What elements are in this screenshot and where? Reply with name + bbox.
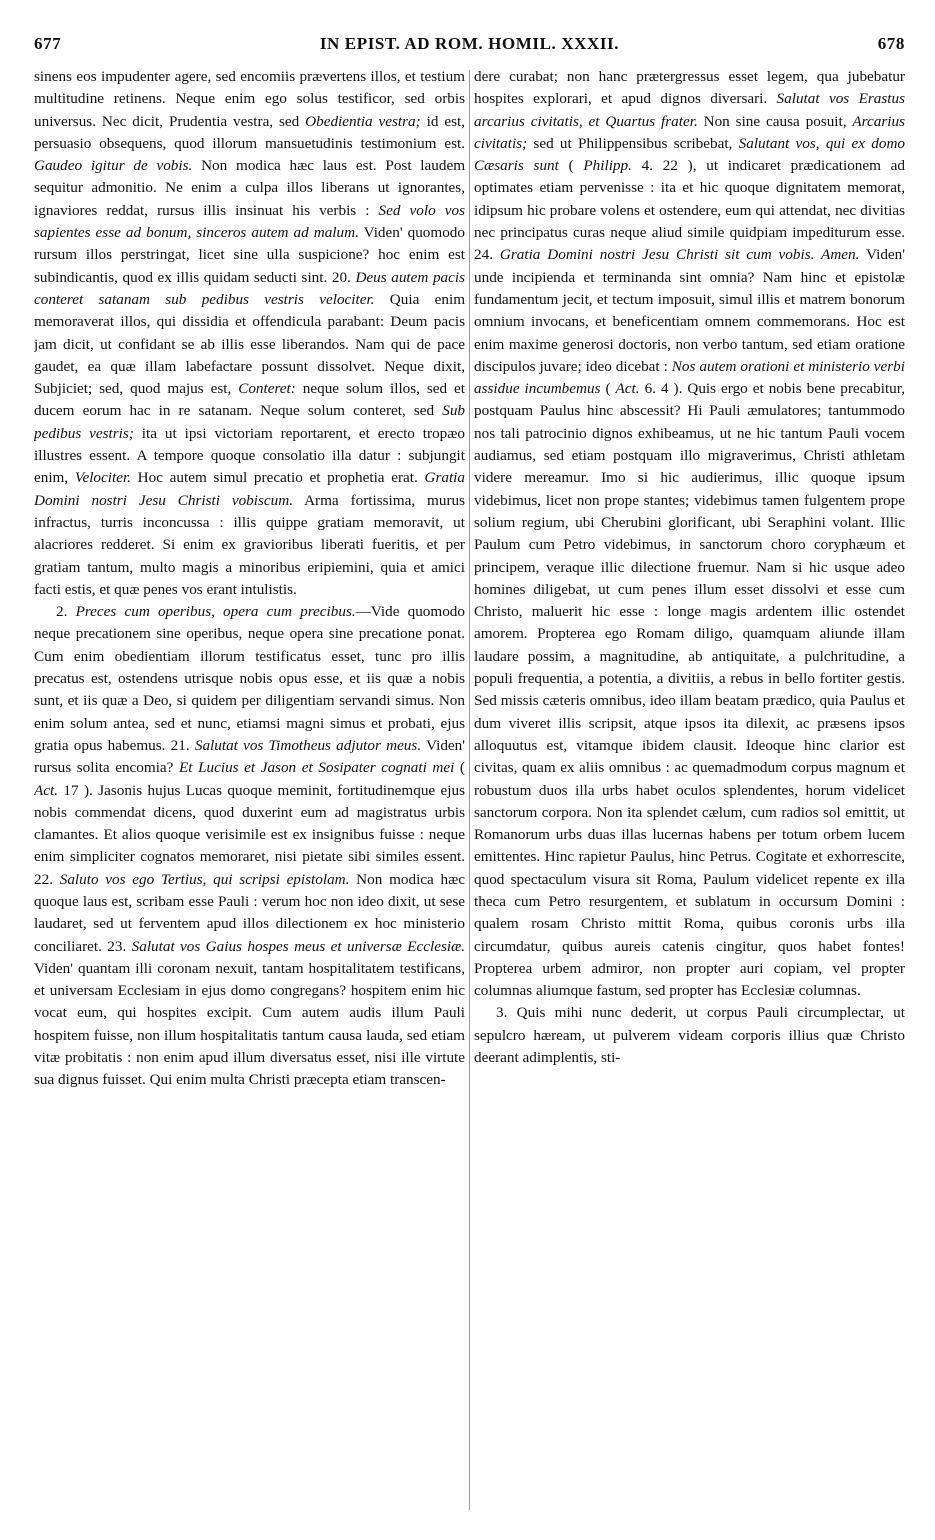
paragraph bbox=[34, 66, 465, 601]
italic-text-segment: Act. bbox=[34, 781, 59, 799]
page-number-left: 677 bbox=[34, 34, 62, 53]
text-segment: Viden' quomodo rursum illos perstringat, licet sine ulla suspicione? hoc enim est subindicantis, quod ex illis quidam seducti sint. 20. bbox=[34, 224, 465, 286]
italic-text-segment: Gratia Domini nostri Jesu Christi sit cum vobis. Amen. bbox=[499, 246, 860, 264]
text-segment: 3. Quis mihi nunc dederit, ut corpus Pauli circumplectar, ut sepulcro hæream, ut pulverem videam corporis illius quæ Christo deerant adimplentis, sti- bbox=[474, 1004, 905, 1067]
text-segment: sed ut Philippensibus scribebat, bbox=[527, 134, 739, 152]
italic-text-segment: Et Lucius et Jason et Sosipater cognati mei bbox=[178, 759, 455, 777]
italic-text-segment: Nos autem orationi et ministerio verbi assidue incumbemus bbox=[474, 357, 905, 398]
text-segment: —Vide quomodo neque precationem sine operibus, neque opera sine precatione ponat. Cum enim obedientiam illorum testificatus esset, tunc pro illis precatus est, ostendens utrisque nobis opus esse, et iis quæ a nobis sunt, et iis quæ a Deo, si quidem per diligentiam servandi simus. Non enim solum antea, sed et nunc, etiamsi magni simus et probati, ejus gratia opus habemus. 21. bbox=[34, 603, 465, 754]
italic-text-segment: Velociter. bbox=[74, 469, 131, 487]
text-segment: neque solum illos, sed et ducem eorum hac in re satanam. Neque solum conteret, sed bbox=[34, 380, 466, 420]
italic-text-segment: Act. bbox=[615, 380, 640, 398]
text-segment: Non sine causa posuit, bbox=[697, 112, 853, 130]
italic-text-segment: Salutat vos Erastus arcarius civitatis, et Quartus frater. bbox=[474, 90, 905, 130]
italic-text-segment: Sub pedibus vestris; bbox=[34, 402, 465, 442]
italic-text-segment: Salutat vos Timotheus adjutor meus. bbox=[194, 736, 422, 754]
text-segment: 4. 22 ), ut indicaret prædicationem ad optimates etiam pervenisse : ita et hic quoque dignitatem memorat, idipsum hic probare volens et ostendere, eum qui attendat, nec divitias nec principatus curas neque aliud simile quidpiam impediturum esse. 24. bbox=[474, 157, 905, 264]
running-title: IN EPIST. AD ROM. HOMIL. XXXII. bbox=[319, 34, 620, 53]
text-segment: Viden' unde incipienda et terminanda sint omnia? Nam hinc et epistolæ fundamentum jecit, et tectum imposuit, simul illis et matrem bonorum omnium invocans, et beneficentiam omnem commemorans. Hoc est enim maxime generosi doctoris, non verbo tantum, sed etiam oratione discipulos juvare; ideo dicebat : bbox=[474, 246, 905, 375]
text-segment: Non modica hæc quoque laus est, scribam esse Pauli : verum hoc non ideo dixit, ut sese laudaret, sed ut ferventem apud illos dilectionem ex hoc ministerio conciliaret. 23. bbox=[34, 870, 466, 955]
italic-text-segment: Saluto vos ego Tertius, qui scripsi epistolam. bbox=[59, 870, 350, 888]
text-segment: 17 ). Jasonis hujus Lucas quoque meminit, fortitudinemque ejus nobis commendat dicens, quod duxerint eum ad magistratus urbis clamantes. Et alios quoque verisimile est ex insignibus fuisse : neque enim simpliciter cognatos memoraret, nisi pietate sibi similes essent. 22. bbox=[34, 781, 465, 888]
page-number-right: 678 bbox=[877, 34, 905, 53]
italic-text-segment: Sed volo vos sapientes esse ad bonum, sinceros autem ad malum. bbox=[34, 201, 465, 242]
italic-text-segment: Obedientia vestra; bbox=[305, 112, 421, 130]
text-segment: 2. bbox=[56, 603, 76, 621]
text-segment: Non modica hæc laus est. Post laudem sequitur admonitio. Ne enim a culpa illos liberans ut ignorantes, ignaviores reddat, rursus illis insinuat his verbis : bbox=[34, 157, 466, 219]
italic-text-segment: Philipp. bbox=[583, 157, 632, 175]
paragraph bbox=[474, 1002, 905, 1069]
text-segment: Hoc autem simul precatio et prophetia erat. bbox=[130, 469, 425, 487]
italic-text-segment: Salutat vos Gaius hospes meus et universæ Ecclesiæ. bbox=[131, 937, 465, 955]
text-segment: Arma fortissima, murus infractus, turris inconcussa : illis quippe gratiam memoravit, ut alacriores redderet. Si enim ex gravioribus liberati fueritis, et per gratiam tantum, multo magis a minoribus eripiemini, quia et amici facti estis, et quæ penes vos erant intulistis. bbox=[34, 491, 466, 598]
italic-text-segment: Gaudeo igitur de vobis. bbox=[34, 157, 193, 175]
text-segment: 6. 4 ). Quis ergo et nobis bene precabitur, postquam Paulus hinc abscessit? Hi Pauli æmulatores; tantummodo nos tali patrocinio dignos exhibeamus, ut ne hic tantum Pauli vocem audiamus, sed etiam postquam illo migraverimus, Christi athletam videre mereamur. Imo si hic audierimus, illic quoque ipsum videbimus, licet non prope stantes; videbimus tamen fulgentem prope solium regium, ubi Cherubini glorificant, ubi Seraphini volant. Illic Paulum cum Petro videbimus, in sanctorum choro coryphæum et principem, veraque illic dilectione fruemur. Nam si hic usque adeo homines diligebat, ut cum penes illum esset dissolvi et esse cum Christo, maluerit hic esse : longe magis ardentem illic ostendet amorem. Propterea ego Romam diligo, quamquam aliunde illam laudare possim, a magnitudine, ab antiquitate, a pulchritudine, a populi frequentia, a potentia, a divitiis, a rebus in bello fortiter gestis. Sed missis cæteris omnibus, ideo illam beatam prædico, quia Paulus et dum viveret illis scripsit, atque ipsos ita dilexit, ac præsens ipsos alloquutus est, vitamque ibidem clausit. Ideoque hinc clarior est civitas, quam ex aliis omnibus : ac quemadmodum corpus magnum et robustum duos illa urbs habet oculos splendentes, horum videlicet sanctorum corpora. Non ita splendet cælum, cum radios sol emittit, ut Romanorum urbs duas illas lucernas habens per totum orbem lucem emittentes. Hinc rapietur Paulus, hinc Petrus. Cogitate et exhorrescite, quod spectaculum visura sit Roma, Paulum videlicet repente ex illa theca cum Petro resurgentem, et sublatum in occursum Domini : qualem rosam Christo mittit Roma, quibus coronis urbs illa circumdatur, quibus aureis catenis cingitur, quos habet fontes! Propterea urbem admiror, non propter auri copiam, vel propter columnas aliumque fastum, sed propter has Ecclesiæ columnas. bbox=[474, 380, 905, 1000]
text-segment: sinens eos impudenter agere, sed encomiis prævertens illos, et testium multitudine retinens. Neque enim ego solus testificor, sed orbis universus. Nec dicit, Prudentia vestra, sed bbox=[34, 68, 465, 130]
paragraph bbox=[34, 601, 465, 1092]
italic-text-segment: Gratia Domini nostri Jesu Christi vobiscum. bbox=[34, 469, 465, 509]
paragraph bbox=[474, 66, 905, 1002]
italic-text-segment: Salutant vos, qui ex domo Cæsaris sunt bbox=[474, 134, 905, 175]
text-segment: dere curabat; non hanc prætergressus esset legem, qua jubebatur hospites explorari, et apud dignos diversari. bbox=[474, 68, 905, 108]
text-segment: ( bbox=[454, 759, 465, 777]
text-segment: ( bbox=[558, 157, 584, 175]
italic-text-segment: Conteret: bbox=[238, 380, 296, 398]
running-header bbox=[34, 34, 905, 62]
text-segment: Quia enim memoraverat illos, qui dissidia et offendicula parabant: Deum pacis jam dicit, ut confidant se ab illis esse liberandos. Nam qui de pace gaudet, ea quæ illam labefactare possunt dissolvet. Neque dixit, Subjiciet; sed, quod majus est, bbox=[34, 290, 466, 398]
column-divider bbox=[469, 70, 470, 1510]
text-segment: ita ut ipsi victoriam reportarent, et erecto tropæo illustres essent. A tempore quoque consolatio illa datur : subjungit enim, bbox=[34, 424, 465, 487]
text-segment: ( bbox=[600, 380, 616, 398]
text-segment: Viden' rursus solita encomia? bbox=[34, 736, 465, 777]
italic-text-segment: Preces cum operibus, opera cum precibus. bbox=[75, 603, 356, 621]
right-column bbox=[474, 66, 905, 1069]
italic-text-segment: Arcarius civitatis; bbox=[474, 112, 905, 152]
text-segment: id est, persuasio obsequens, quod illorum mansuetudinis testimonium est. bbox=[34, 112, 465, 152]
italic-text-segment: Deus autem pacis conteret satanam sub pedibus vestris velociter. bbox=[34, 268, 465, 308]
text-columns bbox=[34, 66, 905, 1516]
left-column bbox=[34, 66, 465, 1092]
text-segment: Viden' quantam illi coronam nexuit, tantam hospitalitatem testificans, et universam Ecclesiam in ejus domo congregans? hospitem enim hic vocat eum, qui hospites excipit. Cum autem audis illum Pauli hospitem fuisse, non illum hospitalitatis tantum causa lauda, sed etiam vitæ probitatis : non enim apud illum diversatus esset, nisi ille virtute sua dignus fuisset. Qui enim multa Christi præcepta etiam transcen- bbox=[34, 959, 465, 1089]
